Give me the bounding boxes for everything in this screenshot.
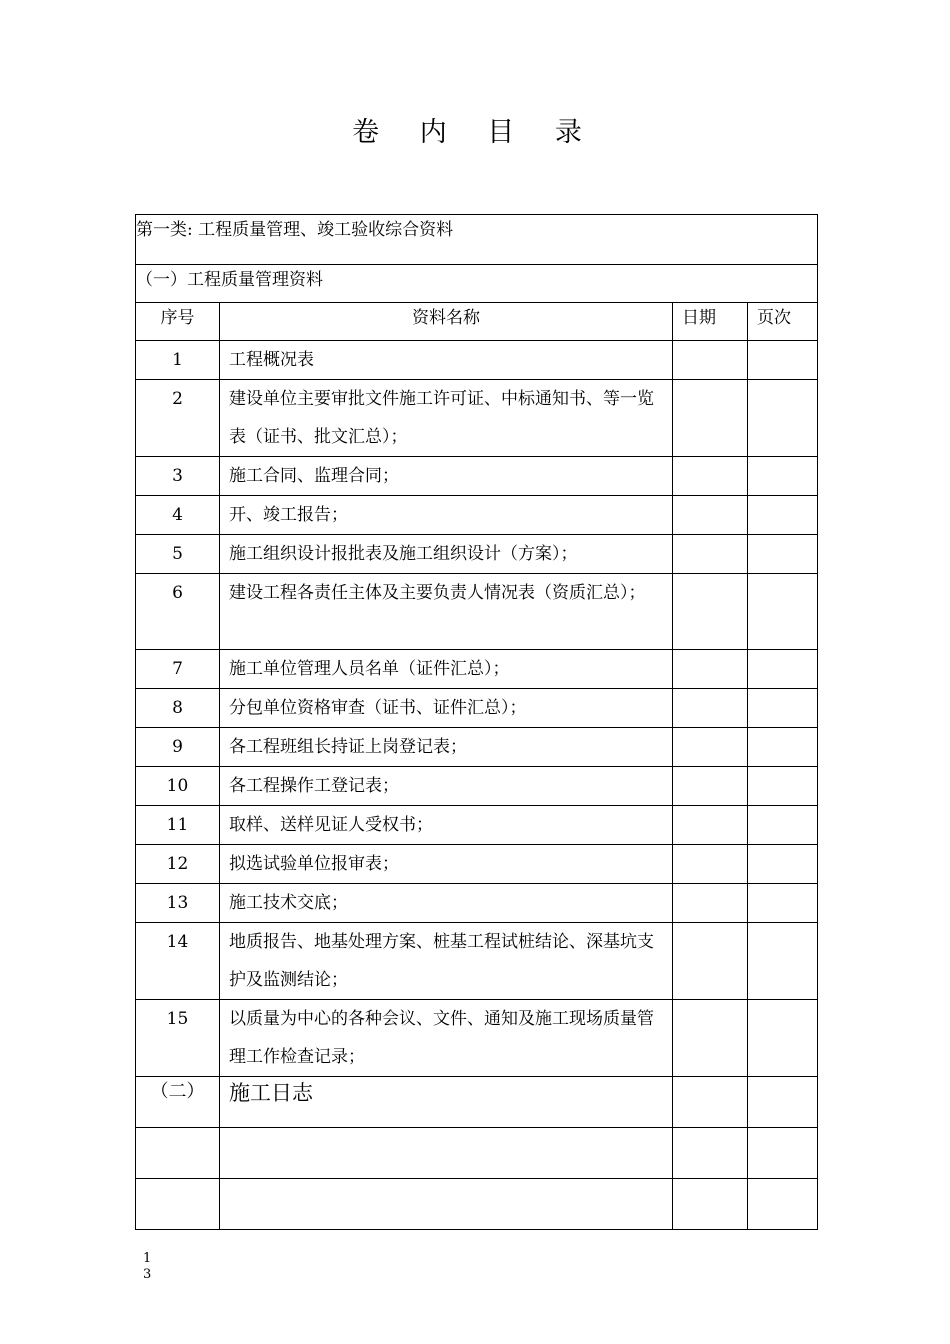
section-row xyxy=(136,215,818,265)
item-name xyxy=(220,728,673,767)
page-title: 卷 内 目 录 xyxy=(352,117,598,148)
item-seq xyxy=(136,380,220,457)
table-row xyxy=(136,845,818,884)
item-seq-text: 1 xyxy=(172,350,183,370)
item-name-text: 建设单位主要审批文件施工许可证、中标通知书、等一览表（证书、批文汇总）； xyxy=(229,389,654,447)
item-seq-text: 5 xyxy=(172,544,183,564)
header-seq: 序号 xyxy=(136,303,220,341)
table-row xyxy=(136,689,818,728)
item-name xyxy=(220,923,673,1000)
item-name-text: 工程概况表 xyxy=(229,350,314,370)
table-row xyxy=(136,341,818,380)
item-seq-text: 4 xyxy=(172,505,183,525)
blank-cell xyxy=(136,1128,220,1179)
item-page xyxy=(748,845,818,884)
table-row xyxy=(136,457,818,496)
blank-cell xyxy=(673,1128,748,1179)
item-page xyxy=(748,341,818,380)
item-name xyxy=(220,806,673,845)
item-date xyxy=(673,650,748,689)
item-name-text: 以质量为中心的各种会议、文件、通知及施工现场质量管理工作检查记录； xyxy=(229,1009,654,1067)
blank-cell xyxy=(136,1179,220,1230)
subsection-row xyxy=(136,265,818,303)
item-name-text: 施工单位管理人员名单（证件汇总）； xyxy=(229,659,510,679)
item-seq-text: 10 xyxy=(166,776,189,796)
blank-cell xyxy=(673,1179,748,1230)
item-seq xyxy=(136,806,220,845)
table-row xyxy=(136,1000,818,1077)
item-page xyxy=(748,728,818,767)
item-name-text: 取样、送样见证人受权书； xyxy=(229,815,433,835)
blank-cell xyxy=(220,1179,673,1230)
item-page xyxy=(748,380,818,457)
blank-cell xyxy=(748,1128,818,1179)
table-row xyxy=(136,767,818,806)
item-page xyxy=(748,806,818,845)
item-date xyxy=(673,496,748,535)
item-seq-text: 13 xyxy=(166,893,189,913)
item-date xyxy=(673,535,748,574)
item-name xyxy=(220,457,673,496)
item-date xyxy=(673,341,748,380)
item-date xyxy=(673,923,748,1000)
page-number xyxy=(143,1251,151,1283)
header-name: 资料名称 xyxy=(220,303,673,341)
item-page xyxy=(748,496,818,535)
item-name xyxy=(220,845,673,884)
item-page xyxy=(748,574,818,650)
table-row xyxy=(136,380,818,457)
table-row xyxy=(136,574,818,650)
table-row xyxy=(136,650,818,689)
item-date xyxy=(673,1000,748,1077)
item-seq xyxy=(136,845,220,884)
item-name-text: 开、竣工报告； xyxy=(229,505,348,525)
page-number-line2: 3 xyxy=(143,1267,152,1282)
subsection2-row xyxy=(136,1077,818,1128)
item-name-text: 地质报告、地基处理方案、桩基工程试桩结论、深基坑支护及监测结论； xyxy=(229,932,654,990)
item-seq xyxy=(136,689,220,728)
item-page xyxy=(748,457,818,496)
item-name xyxy=(220,496,673,535)
item-seq xyxy=(136,884,220,923)
item-seq xyxy=(136,923,220,1000)
item-page xyxy=(748,689,818,728)
item-seq-text: 9 xyxy=(172,737,183,757)
item-date xyxy=(673,574,748,650)
item-page xyxy=(748,767,818,806)
table-row xyxy=(136,496,818,535)
table-row xyxy=(136,884,818,923)
blank-row xyxy=(136,1179,818,1230)
header-date: 日期 xyxy=(673,303,748,341)
subsection2-page xyxy=(748,1077,818,1128)
item-seq-text: 7 xyxy=(172,659,183,679)
subsection2-title: 施工日志 xyxy=(220,1077,673,1128)
item-name-text: 施工组织设计报批表及施工组织设计（方案）； xyxy=(229,544,578,564)
item-name xyxy=(220,535,673,574)
item-seq-text: 6 xyxy=(172,583,183,603)
item-seq xyxy=(136,650,220,689)
item-date xyxy=(673,806,748,845)
item-seq xyxy=(136,496,220,535)
item-page xyxy=(748,535,818,574)
item-date xyxy=(673,689,748,728)
header-page: 页次 xyxy=(748,303,818,341)
item-seq-text: 11 xyxy=(166,815,189,835)
item-page xyxy=(748,1000,818,1077)
item-seq xyxy=(136,341,220,380)
item-name-text: 施工技术交底； xyxy=(229,893,348,913)
item-seq xyxy=(136,574,220,650)
page-number-line1: 1 xyxy=(143,1251,152,1266)
item-name xyxy=(220,341,673,380)
item-name-text: 各工程班组长持证上岗登记表； xyxy=(229,737,467,757)
item-name-text: 施工合同、监理合同； xyxy=(229,466,399,486)
subsection-title: （一）工程质量管理资料 xyxy=(136,265,818,303)
item-seq xyxy=(136,457,220,496)
subsection2-date xyxy=(673,1077,748,1128)
item-seq xyxy=(136,728,220,767)
item-date xyxy=(673,457,748,496)
item-name xyxy=(220,380,673,457)
item-name xyxy=(220,767,673,806)
table-row xyxy=(136,535,818,574)
item-seq-text: 14 xyxy=(166,932,189,952)
item-seq xyxy=(136,767,220,806)
blank-cell xyxy=(748,1179,818,1230)
item-page xyxy=(748,884,818,923)
item-name-text: 各工程操作工登记表； xyxy=(229,776,399,796)
item-name xyxy=(220,574,673,650)
item-name xyxy=(220,1000,673,1077)
item-date xyxy=(673,380,748,457)
section-title: 第一类: 工程质量管理、竣工验收综合资料 xyxy=(136,215,818,265)
item-seq-text: 8 xyxy=(172,698,183,718)
item-name-text: 分包单位资格审查（证书、证件汇总）； xyxy=(229,698,527,718)
item-page xyxy=(748,650,818,689)
item-name xyxy=(220,689,673,728)
table-row xyxy=(136,806,818,845)
item-seq xyxy=(136,535,220,574)
catalog-table xyxy=(135,214,818,1230)
item-name-text: 建设工程各责任主体及主要负责人情况表（资质汇总）； xyxy=(229,583,646,603)
header-row xyxy=(136,303,818,341)
item-page xyxy=(748,923,818,1000)
blank-row xyxy=(136,1128,818,1179)
item-seq-text: 3 xyxy=(172,466,183,486)
item-name xyxy=(220,650,673,689)
item-seq-text: 15 xyxy=(166,1009,189,1029)
item-date xyxy=(673,884,748,923)
item-date xyxy=(673,845,748,884)
item-date xyxy=(673,767,748,806)
subsection2-seq: （二） xyxy=(136,1077,220,1128)
item-name-text: 拟选试验单位报审表； xyxy=(229,854,399,874)
item-seq-text: 2 xyxy=(172,389,183,409)
table-row xyxy=(136,923,818,1000)
blank-cell xyxy=(220,1128,673,1179)
item-name xyxy=(220,884,673,923)
table-row xyxy=(136,728,818,767)
item-seq-text: 12 xyxy=(166,854,189,874)
item-date xyxy=(673,728,748,767)
item-seq xyxy=(136,1000,220,1077)
